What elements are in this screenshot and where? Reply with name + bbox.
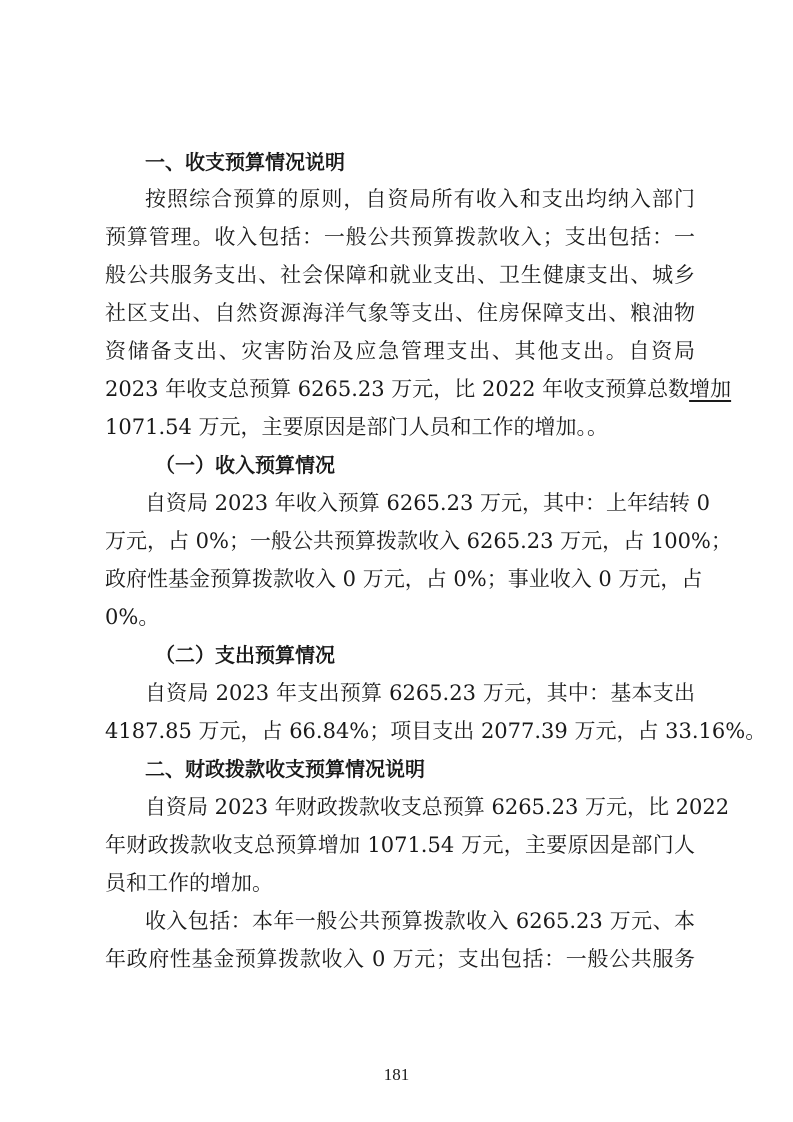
page-number: 181 (383, 1065, 410, 1084)
paragraph-line (105, 371, 732, 407)
paragraph-line: 自资局 2023 年支出预算 6265.23 万元，其中：基本支出 (145, 681, 695, 705)
subsection-heading-income: （一）收入预算情况 (155, 453, 335, 477)
paragraph-line: 年财政拨款收支总预算增加 1071.54 万元，主要原因是部门人 (105, 833, 695, 857)
paragraph-line: 1071.54 万元，主要原因是部门人员和工作的增加。。 (105, 415, 609, 439)
paragraph-line: 收入包括：本年一般公共预算拨款收入 6265.23 万元、本 (145, 909, 695, 933)
paragraph-line: 社区支出、自然资源海洋气象等支出、住房保障支出、粮油物 (105, 301, 695, 325)
paragraph-line: 政府性基金预算拨款收入 0 万元，占 0%；事业收入 0 万元，占 (105, 567, 703, 591)
paragraph-line: 按照综合预算的原则，自资局所有收入和支出均纳入部门 (145, 187, 695, 211)
paragraph-line: 资储备支出、灾害防治及应急管理支出、其他支出。自资局 (105, 339, 695, 363)
paragraph-line: 0%。 (105, 605, 160, 629)
paragraph-line: 预算管理。收入包括：一般公共预算拨款收入；支出包括：一 (105, 225, 695, 249)
underlined-text: 增加 (689, 377, 732, 401)
section-heading-budget-overview: 一、收支预算情况说明 (145, 150, 345, 174)
section-heading-fiscal-appropriation: 二、财政拨款收支预算情况说明 (145, 757, 425, 781)
paragraph-line: 万元，占 0%；一般公共预算拨款收入 6265.23 万元，占 100%； (105, 529, 732, 553)
subsection-heading-expenditure: （二）支出预算情况 (155, 643, 335, 667)
paragraph-line: 员和工作的增加。 (105, 871, 273, 895)
paragraph-line: 般公共服务支出、社会保障和就业支出、卫生健康支出、城乡 (105, 263, 695, 287)
paragraph-line: 4187.85 万元，占 66.84%；项目支出 2077.39 万元，占 33.16%。 (105, 719, 767, 743)
paragraph-line: 自资局 2023 年财政拨款收支总预算 6265.23 万元，比 2022 (145, 795, 730, 819)
paragraph-text: 2023 年收支总预算 6265.23 万元，比 2022 年收支预算总数 (105, 377, 690, 401)
paragraph-line: 年政府性基金预算拨款收入 0 万元；支出包括：一般公共服务 (105, 947, 695, 971)
paragraph-line: 自资局 2023 年收入预算 6265.23 万元，其中：上年结转 0 (145, 491, 711, 515)
